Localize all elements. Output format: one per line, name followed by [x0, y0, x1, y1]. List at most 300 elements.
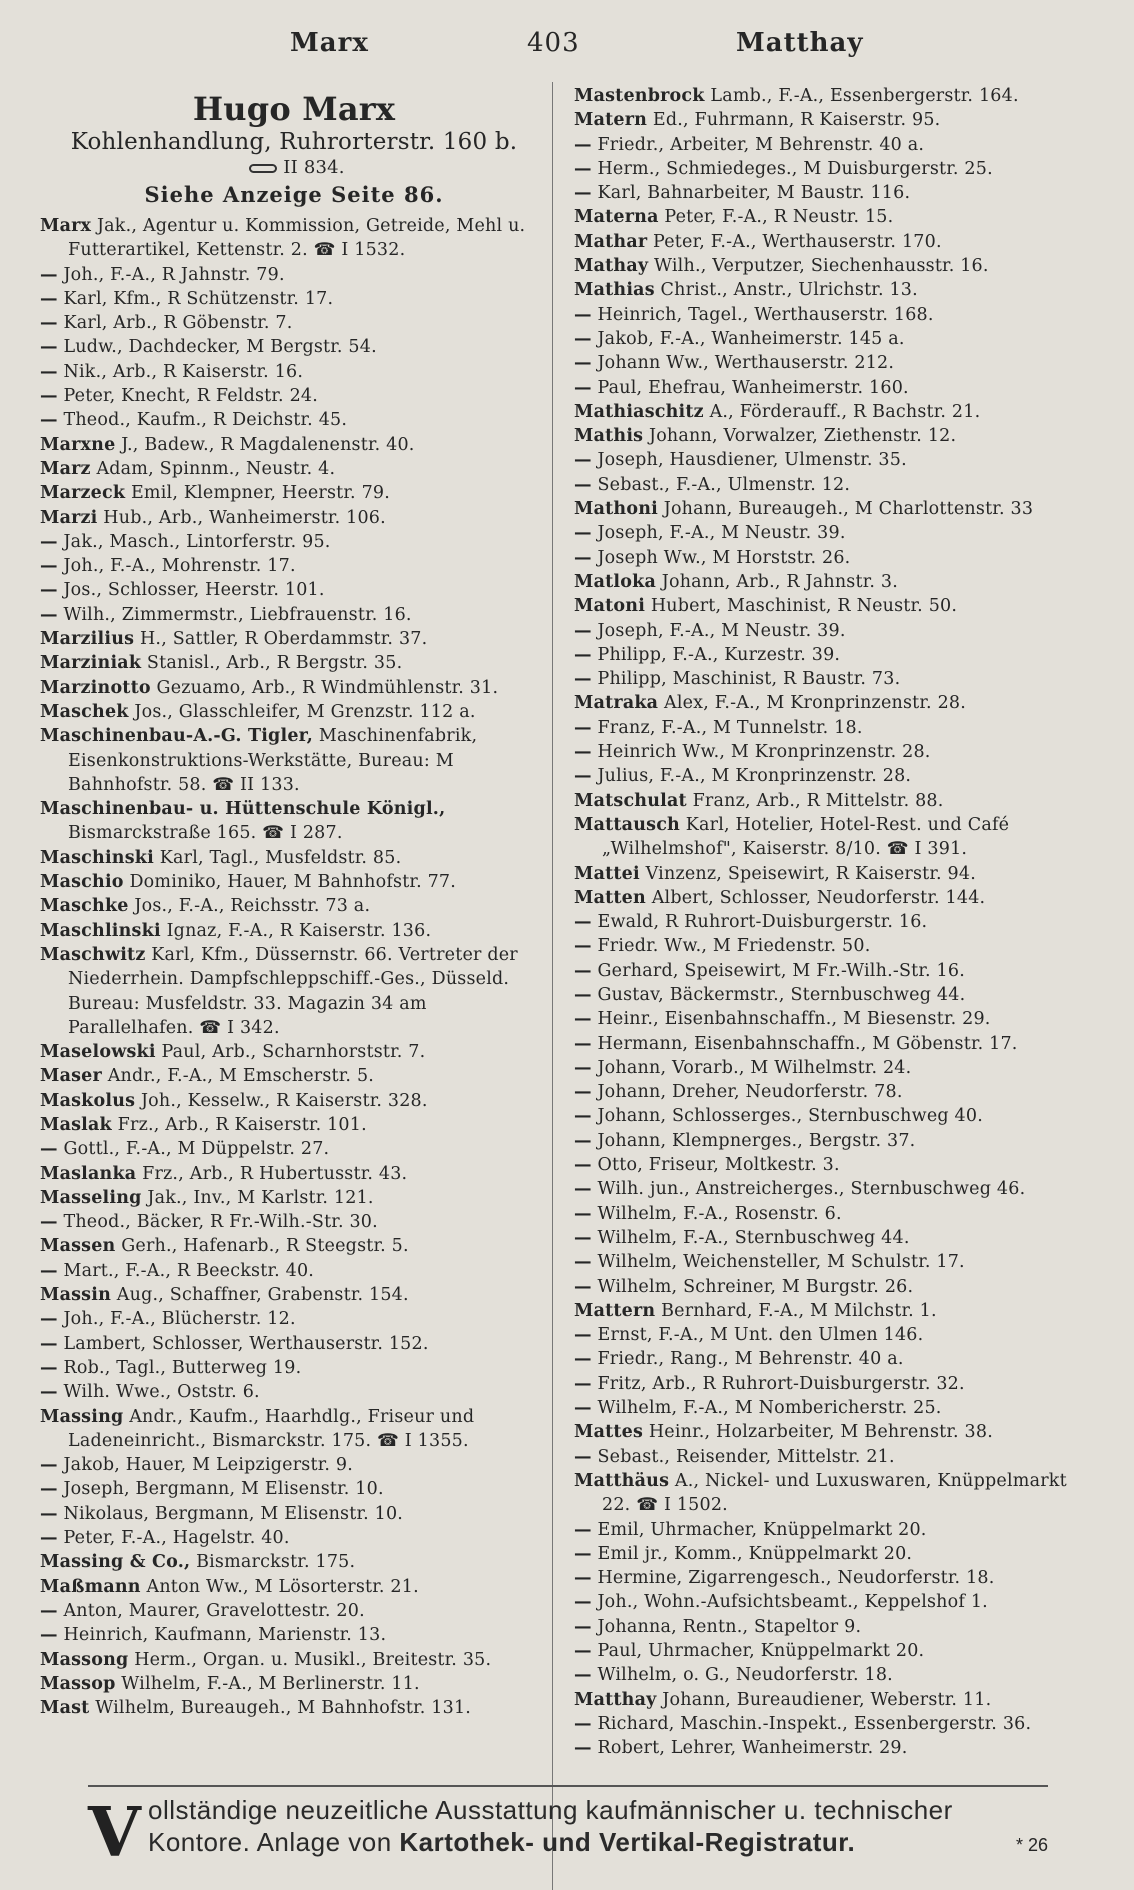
entry-surname: —: [40, 1382, 58, 1403]
entry-surname: —: [40, 1455, 58, 1476]
entry-surname: —: [574, 1106, 592, 1127]
entry-surname: Materna: [574, 207, 659, 228]
ad-phone: II 834.: [283, 157, 345, 178]
entry-surname: Maschwitz: [40, 944, 146, 965]
directory-entry: [574, 1712, 1094, 1736]
entry-surname: —: [574, 1665, 592, 1686]
entry-surname: —: [40, 1479, 58, 1500]
entry-details: Lambert, Schlosser, Werthauserstr. 152.: [63, 1333, 429, 1354]
directory-entry: [40, 1599, 548, 1623]
entry-surname: —: [574, 1398, 592, 1419]
directory-entry: [574, 1177, 1094, 1201]
entry-surname: Matern: [574, 110, 648, 131]
entry-details: Ed., Fuhrmann, R Kaiserstr. 95.: [652, 110, 941, 131]
directory-entry: [40, 1405, 548, 1454]
entry-surname: —: [574, 912, 592, 933]
entry-surname: —: [574, 644, 592, 665]
directory-entry: [574, 862, 1094, 886]
directory-entry: [40, 1623, 548, 1647]
directory-entry: [574, 764, 1094, 788]
entry-details: Gezuamo, Arb., R Windmühlenstr. 31.: [156, 677, 499, 698]
entry-surname: —: [574, 742, 592, 763]
directory-entry: [574, 1299, 1094, 1323]
entry-surname: —: [574, 1203, 592, 1224]
entry-details: Hermine, Zigarrengesch., Neudorferstr. 18.: [597, 1568, 995, 1589]
entry-details: Johanna, Rentn., Stapeltor 9.: [597, 1616, 862, 1637]
entry-details: Alex, F.-A., M Kronprinzenstr. 28.: [663, 693, 967, 714]
entry-surname: —: [574, 1155, 592, 1176]
directory-entry: [574, 570, 1094, 594]
entry-details: H., Sattler, R Oberdammstr. 37.: [139, 629, 428, 650]
entry-details: Gustav, Bäckermstr., Sternbuschweg 44.: [597, 984, 966, 1005]
entry-details: Heinr., Holzarbeiter, M Behrenstr. 38.: [648, 1422, 993, 1443]
directory-entry: [40, 1696, 548, 1720]
directory-entry: [574, 108, 1094, 132]
entry-surname: Maßmann: [40, 1576, 141, 1597]
directory-entry: [40, 1526, 548, 1550]
entry-details: Heinrich, Kaufmann, Marienstr. 13.: [63, 1625, 387, 1646]
entry-surname: Maser: [40, 1066, 102, 1087]
entry-details: Friedr., Arbeiter, M Behrenstr. 40 a.: [597, 134, 925, 155]
entry-details: Anton Ww., M Lösorterstr. 21.: [146, 1576, 419, 1597]
directory-entry: [574, 1347, 1094, 1371]
directory-entry: [574, 983, 1094, 1007]
entry-details: Peter, F.-A., Werthauserstr. 170.: [653, 231, 942, 252]
entry-details: Otto, Friseur, Moltkestr. 3.: [597, 1155, 840, 1176]
footer-note: * 26: [1015, 1835, 1048, 1855]
directory-entry: [574, 254, 1094, 278]
directory-entry: [574, 448, 1094, 472]
advertisement-hugo-marx: [40, 90, 548, 210]
directory-entry: [40, 1089, 548, 1113]
entry-surname: —: [574, 547, 592, 568]
directory-entry: [574, 1129, 1094, 1153]
entry-details: Philipp, Maschinist, R Baustr. 73.: [597, 669, 901, 690]
directory-entry: [40, 700, 548, 724]
directory-entry: [574, 84, 1094, 108]
directory-entry: [574, 1420, 1094, 1444]
entry-details: Joseph, F.-A., M Neustr. 39.: [597, 620, 846, 641]
entry-details: Peter, F.-A., Hagelstr. 40.: [63, 1528, 290, 1549]
entry-details: Johann, Klempnerges., Bergstr. 37.: [597, 1130, 916, 1151]
entry-surname: —: [574, 1009, 592, 1030]
entry-surname: Mattern: [574, 1300, 656, 1321]
entry-surname: Massing & Co.,: [40, 1552, 191, 1573]
entry-surname: —: [574, 1179, 592, 1200]
entry-surname: —: [574, 1616, 592, 1637]
entry-details: Wilh. jun., Anstreicherges., Sternbuschweg 46.: [597, 1179, 1026, 1200]
directory-entry: [40, 287, 548, 311]
entry-surname: —: [574, 1738, 592, 1759]
directory-entry: [40, 894, 548, 918]
directory-entry: [574, 886, 1094, 910]
directory-entry: [574, 546, 1094, 570]
directory-entry: [574, 133, 1094, 157]
entry-details: Joseph, Bergmann, M Elisenstr. 10.: [63, 1479, 384, 1500]
entry-surname: Mattei: [574, 863, 640, 884]
directory-entry: [574, 1615, 1094, 1639]
directory-entry: [40, 1234, 548, 1258]
directory-entry: [574, 473, 1094, 497]
directory-entry: [574, 1153, 1094, 1177]
entry-surname: —: [40, 1260, 58, 1281]
entry-surname: —: [574, 474, 592, 495]
entry-surname: —: [574, 620, 592, 641]
entry-details: Sebast., Reisender, Mittelstr. 21.: [597, 1446, 895, 1467]
entry-details: Rob., Tagl., Butterweg 19.: [63, 1357, 302, 1378]
entry-surname: —: [40, 337, 58, 358]
entry-surname: Mastenbrock: [574, 86, 705, 106]
directory-entry: [574, 594, 1094, 618]
directory-entry: [40, 1648, 548, 1672]
entry-surname: Maschek: [40, 701, 129, 722]
entry-details: Jak., Agentur u. Kommission, Getreide, Mehl u. Futterartikel, Kettenstr. 2. ☎ I 1532.: [68, 216, 526, 261]
directory-entry: [574, 327, 1094, 351]
entry-surname: —: [574, 1057, 592, 1078]
running-head-right: Matthay: [736, 28, 864, 58]
directory-entry: [574, 1542, 1094, 1566]
entry-details: A., Nickel- und Luxuswaren, Knüppelmarkt 22. ☎ I 1502.: [602, 1470, 1067, 1516]
entry-details: Mart., F.-A., R Beeckstr. 40.: [63, 1260, 315, 1281]
entry-surname: Marzeck: [40, 483, 126, 504]
left-column: [40, 84, 548, 1720]
entry-details: Joh., F.-A., Mohrenstr. 17.: [63, 556, 296, 577]
directory-entry: [574, 691, 1094, 715]
entry-surname: —: [574, 1592, 592, 1613]
directory-entry: [40, 1210, 548, 1234]
entry-surname: —: [40, 1212, 58, 1233]
entry-surname: Mattes: [574, 1422, 644, 1443]
entry-details: Joseph Ww., M Horststr. 26.: [597, 547, 851, 568]
directory-entry: [574, 278, 1094, 302]
entry-surname: —: [40, 313, 58, 334]
directory-entry: [574, 400, 1094, 424]
entry-details: Friedr., Rang., M Behrenstr. 40 a.: [597, 1349, 904, 1370]
entry-surname: —: [40, 361, 58, 382]
directory-entry: [574, 230, 1094, 254]
entry-surname: —: [574, 1033, 592, 1054]
directory-entry: [40, 384, 548, 408]
entry-surname: —: [40, 1333, 58, 1354]
directory-entry: [574, 181, 1094, 205]
entry-surname: Matloka: [574, 571, 656, 592]
entry-details: Jakob, Hauer, M Leipzigerstr. 9.: [63, 1455, 353, 1476]
directory-entry: [40, 1672, 548, 1696]
entry-details: Joseph, Hausdiener, Ulmenstr. 35.: [597, 450, 907, 471]
running-head-left: Marx: [290, 28, 369, 58]
entry-surname: —: [40, 1139, 58, 1160]
directory-entry: [40, 1137, 548, 1161]
directory-entry: [40, 1259, 548, 1283]
directory-entry: [40, 627, 548, 651]
entry-details: Albert, Schlosser, Neudorferstr. 144.: [651, 887, 986, 908]
entry-surname: —: [574, 1373, 592, 1394]
entry-details: Bismarckstraße 165. ☎ I 287.: [68, 823, 343, 844]
directory-entry: [574, 1056, 1094, 1080]
ad-name: Hugo Marx: [192, 90, 396, 128]
entry-surname: —: [574, 158, 592, 179]
entry-details: Hubert, Maschinist, R Neustr. 50.: [650, 596, 958, 617]
directory-entry: [574, 1032, 1094, 1056]
entry-surname: —: [574, 353, 592, 374]
entry-details: Fritz, Arb., R Ruhrort-Duisburgerstr. 32.: [597, 1373, 965, 1394]
directory-entry: [574, 619, 1094, 643]
entry-surname: —: [40, 1309, 58, 1330]
entry-details: Johann, Dreher, Neudorferstr. 78.: [597, 1082, 903, 1103]
entry-surname: Matten: [574, 887, 646, 908]
entry-surname: —: [574, 717, 592, 738]
entry-surname: —: [574, 1276, 592, 1297]
directory-entry: [40, 943, 548, 1040]
directory-entry: [40, 846, 548, 870]
entry-surname: Matthäus: [574, 1470, 670, 1491]
entry-details: Nik., Arb., R Kaiserstr. 16.: [63, 361, 304, 382]
entry-surname: Maschinenbau-A.-G. Tigler,: [40, 726, 314, 747]
directory-entry: [40, 603, 548, 627]
entry-details: Herm., Schmiedeges., M Duisburgerstr. 25.: [597, 158, 993, 179]
directory-entry: [574, 1007, 1094, 1031]
directory-entry: [574, 1518, 1094, 1542]
entry-details: Philipp, F.-A., Kurzestr. 39.: [597, 644, 841, 665]
entry-surname: —: [574, 304, 592, 325]
entry-surname: Marziniak: [40, 653, 142, 674]
directory-entry: [40, 481, 548, 505]
entry-surname: Massing: [40, 1406, 124, 1427]
entry-details: Paul, Arb., Scharnhorststr. 7.: [161, 1042, 426, 1063]
directory-entry: [40, 457, 548, 481]
entry-surname: —: [40, 410, 58, 431]
directory-entry: [574, 667, 1094, 691]
directory-entry: [40, 1186, 548, 1210]
directory-entry: [40, 1064, 548, 1088]
entry-details: Andr., F.-A., M Emscherstr. 5.: [107, 1066, 375, 1087]
directory-entry: [574, 521, 1094, 545]
directory-entry: [40, 651, 548, 675]
entry-details: Joh., Wohn.-Aufsichtsbeamt., Keppelshof 1.: [597, 1592, 988, 1613]
directory-entry: [40, 724, 548, 797]
entry-surname: Mathay: [574, 256, 649, 277]
entry-surname: —: [574, 1713, 592, 1734]
directory-entry: [40, 797, 548, 846]
entry-details: Gottl., F.-A., M Düppelstr. 27.: [63, 1139, 330, 1160]
ad-see-page: Siehe Anzeige Seite 86.: [144, 182, 444, 207]
directory-entry: [40, 676, 548, 700]
entry-surname: —: [574, 523, 592, 544]
directory-entry: [40, 554, 548, 578]
entry-surname: —: [574, 669, 592, 690]
entry-details: Heinrich Ww., M Kronprinzenstr. 28.: [597, 742, 931, 763]
directory-entry: [574, 497, 1094, 521]
entry-details: Richard, Maschin.-Inspekt., Essenbergerstr. 36.: [597, 1713, 1032, 1734]
entry-surname: Massin: [40, 1285, 111, 1306]
entry-details: Stanisl., Arb., R Bergstr. 35.: [146, 653, 403, 674]
entry-details: Karl, Bahnarbeiter, M Baustr. 116.: [597, 183, 911, 204]
telephone-icon: [249, 164, 277, 173]
directory-entry: [574, 813, 1094, 862]
directory-entry: [574, 1250, 1094, 1274]
directory-entry: [574, 351, 1094, 375]
directory-entry: [574, 959, 1094, 983]
entry-details: Wilhelm, Weichensteller, M Schulstr. 17.: [597, 1252, 965, 1273]
directory-entry: [40, 506, 548, 530]
entry-details: Johann, Vorarb., M Wilhelmstr. 24.: [597, 1057, 912, 1078]
entry-surname: —: [574, 1252, 592, 1273]
entry-details: Dominiko, Hauer, M Bahnhofstr. 77.: [129, 872, 457, 893]
entry-details: J., Badew., R Magdalenenstr. 40.: [121, 434, 415, 455]
entry-details: Theod., Kaufm., R Deichstr. 45.: [63, 410, 348, 431]
directory-entry: [40, 870, 548, 894]
entry-surname: —: [574, 450, 592, 471]
footer-line-1: ollständige neuzeitliche Ausstattung kaufmännischer u. technischer: [148, 1795, 953, 1825]
entry-surname: —: [574, 1543, 592, 1564]
entry-surname: —: [40, 531, 58, 552]
directory-entry: [40, 530, 548, 554]
entry-details: Friedr. Ww., M Friedenstr. 50.: [597, 936, 871, 957]
entry-surname: Mathis: [574, 426, 644, 447]
entry-details: Joseph, F.-A., M Neustr. 39.: [597, 523, 846, 544]
directory-entry: [40, 1575, 548, 1599]
directory-entry: [574, 157, 1094, 181]
entry-surname: —: [574, 134, 592, 155]
entry-surname: Mast: [40, 1698, 90, 1719]
entry-surname: Marx: [40, 216, 92, 236]
entry-details: Ernst, F.-A., M Unt. den Ulmen 146.: [597, 1325, 924, 1346]
entry-details: Johann Ww., Werthauserstr. 212.: [597, 353, 895, 374]
entry-surname: —: [40, 1503, 58, 1524]
entry-surname: Masseling: [40, 1187, 142, 1208]
directory-entry: [40, 578, 548, 602]
entry-details: Wilhelm, F.-A., M Nombericherstr. 25.: [597, 1398, 942, 1419]
directory-entry: [574, 1639, 1094, 1663]
entry-details: Johann, Vorwalzer, Ziethenstr. 12.: [648, 426, 957, 447]
entry-surname: —: [574, 377, 592, 398]
entry-details: Hermann, Eisenbahnschaffn., M Göbenstr. 17.: [597, 1033, 1018, 1054]
entry-surname: —: [40, 264, 58, 285]
entry-details: Karl, Kfm., R Schützenstr. 17.: [63, 288, 334, 309]
entry-surname: —: [40, 604, 58, 625]
entry-details: Heinrich, Tagel., Werthauserstr. 168.: [597, 304, 934, 325]
entry-surname: —: [40, 1625, 58, 1646]
entry-surname: Maschinski: [40, 847, 154, 868]
directory-entry: [574, 303, 1094, 327]
entry-surname: —: [574, 984, 592, 1005]
entry-details: Wilhelm, F.-A., Sternbuschweg 44.: [597, 1227, 910, 1248]
directory-entry: [40, 263, 548, 287]
directory-entry: [574, 910, 1094, 934]
entry-surname: Mathiaschitz: [574, 401, 704, 422]
entry-surname: Massop: [40, 1673, 116, 1694]
directory-entry: [40, 1113, 548, 1137]
directory-entry: [40, 1283, 548, 1307]
entry-surname: Mathias: [574, 280, 655, 301]
directory-entry: [574, 1469, 1094, 1518]
footer-line-2b: Kartothek- und Vertikal-Registratur.: [399, 1827, 856, 1857]
entry-details: Johann, Schlosserges., Sternbuschweg 40.: [597, 1106, 983, 1127]
directory-entry: [40, 1453, 548, 1477]
entry-surname: —: [574, 1641, 592, 1661]
entry-surname: Massong: [40, 1649, 129, 1670]
footer-rule: [88, 1785, 1048, 1787]
entry-details: Frz., Arb., R Hubertusstr. 43.: [142, 1163, 408, 1184]
directory-entry: [574, 1396, 1094, 1420]
directory-entry: [574, 934, 1094, 958]
page-number: 403: [527, 28, 580, 58]
entry-surname: —: [574, 1082, 592, 1103]
directory-entry: [574, 716, 1094, 740]
entry-details: Wilh., Verputzer, Siechenhausstr. 16.: [654, 256, 989, 277]
directory-entry: [574, 643, 1094, 667]
entry-surname: Maschio: [40, 872, 124, 893]
entry-surname: —: [40, 1357, 58, 1378]
entry-details: Wilhelm, Bureaugeh., M Bahnhofstr. 131.: [95, 1698, 472, 1719]
right-column: [574, 84, 1094, 1760]
entry-surname: Marzi: [40, 507, 98, 528]
entry-details: Joh., F.-A., Blücherstr. 12.: [63, 1309, 296, 1330]
entry-surname: Marxne: [40, 434, 116, 455]
entry-surname: Maschke: [40, 896, 129, 917]
directory-entry: [574, 740, 1094, 764]
entry-details: Adam, Spinnm., Neustr. 4.: [96, 458, 336, 479]
entry-surname: —: [40, 1600, 58, 1621]
entry-surname: —: [574, 766, 592, 787]
directory-entry: [574, 1736, 1094, 1760]
entry-details: Wilhelm, F.-A., Rosenstr. 6.: [597, 1203, 842, 1224]
entry-surname: —: [574, 936, 592, 957]
entry-details: Peter, F.-A., R Neustr. 15.: [664, 207, 894, 228]
entry-surname: —: [40, 1528, 58, 1549]
entry-details: Andr., Kaufm., Haarhdlg., Friseur und Ladeneinricht., Bismarckstr. 175. ☎ I 1355.: [68, 1406, 475, 1451]
directory-entry: [40, 1040, 548, 1064]
ad-business: Kohlenhandlung, Ruhrorterstr. 160 b.: [70, 129, 518, 155]
entry-details: Lamb., F.-A., Essenbergerstr. 164.: [710, 86, 1019, 106]
directory-entry: [574, 1688, 1094, 1712]
entry-details: Anton, Maurer, Gravelottestr. 20.: [63, 1600, 365, 1621]
entry-surname: —: [574, 1349, 592, 1370]
directory-entry: [40, 433, 548, 457]
entry-surname: Matthay: [574, 1689, 657, 1710]
entry-details: Herm., Organ. u. Musikl., Breitestr. 35.: [134, 1649, 492, 1670]
entry-details: Karl, Hotelier, Hotel-Rest. und Café „Wilhelmshof", Kaiserstr. 8/10. ☎ I 391.: [602, 814, 1010, 860]
directory-entry: [574, 376, 1094, 400]
directory-entry: [574, 1663, 1094, 1687]
directory-entry: [40, 919, 548, 943]
directory-entry: [40, 1550, 548, 1574]
directory-entry: [40, 1307, 548, 1331]
footer-initial: V: [88, 1793, 141, 1873]
entry-surname: —: [574, 1519, 592, 1540]
entry-details: Karl, Kfm., Düssernstr. 66. Vertreter der Niederrhein. Dampfschleppschiff.-Ges., Düsseld. Bureau: Musfeldstr. 33. Magazin 34 am Parallelhafen. ☎ I 342.: [68, 944, 518, 1038]
entry-details: Wilhelm, F.-A., M Berlinerstr. 11.: [121, 1673, 420, 1694]
entry-surname: Massen: [40, 1236, 116, 1257]
entry-surname: Maschinenbau- u. Hüttenschule Königl.,: [40, 799, 446, 820]
entry-details: Maschinenfabrik, Eisenkonstruktions-Werkstätte, Bureau: M Bahnhofstr. 58. ☎ II 133.: [68, 726, 478, 795]
footer-line-2a: Kontore. Anlage von: [148, 1827, 400, 1857]
entry-details: Jos., Schlosser, Heerstr. 101.: [63, 580, 325, 601]
entry-details: Peter, Knecht, R Feldstr. 24.: [63, 386, 318, 407]
entry-details: Johann, Bureaugeh., M Charlottenstr. 33: [663, 499, 1034, 520]
directory-entry: [574, 1202, 1094, 1226]
directory-entry: [40, 1356, 548, 1380]
entry-surname: —: [40, 580, 58, 601]
right-entries: [574, 84, 1094, 1760]
entry-details: Gerhard, Speisewirt, M Fr.-Wilh.-Str. 16.: [597, 960, 965, 981]
entry-surname: Marzilius: [40, 629, 135, 650]
entry-surname: Matschulat: [574, 790, 687, 811]
entry-details: Emil jr., Komm., Knüppelmarkt 20.: [597, 1543, 913, 1564]
directory-entry: [574, 1372, 1094, 1396]
entry-details: Jakob, F.-A., Wanheimerstr. 145 a.: [597, 328, 905, 349]
entry-details: Wilh. Wwe., Oststr. 6.: [63, 1382, 260, 1403]
